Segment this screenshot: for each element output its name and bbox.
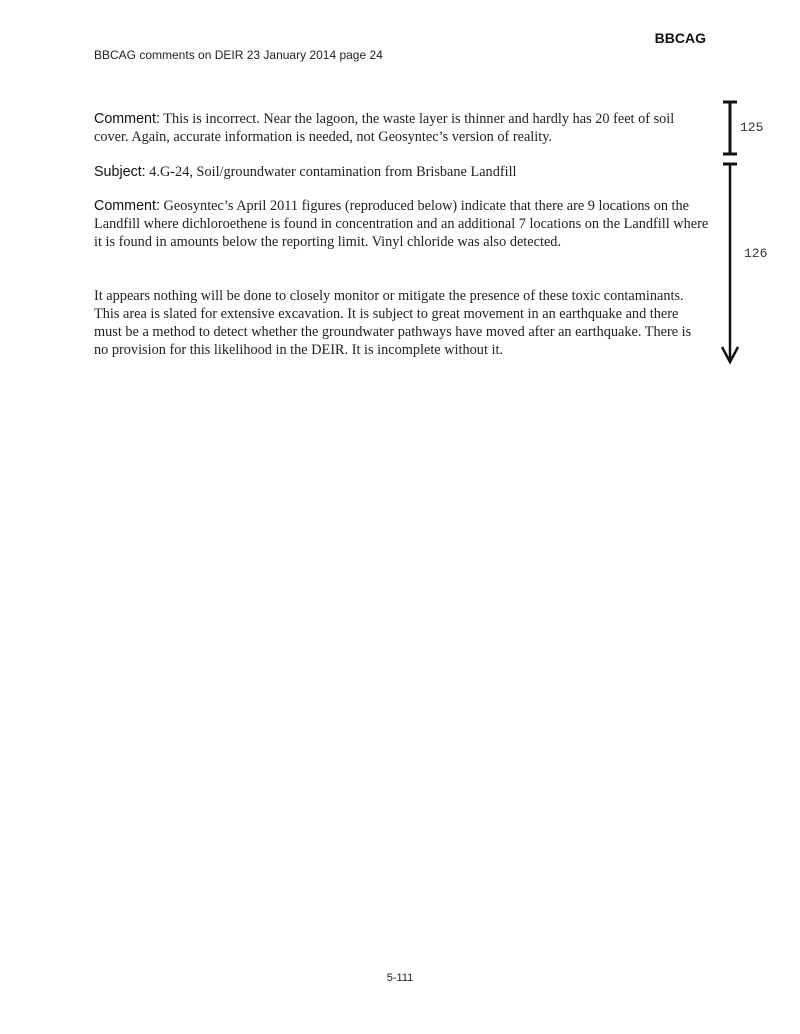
comment-label: Comment: <box>94 111 160 127</box>
subject-text: 4.G-24, Soil/groundwater contamination from Brisbane Landfill <box>145 164 517 180</box>
comment-number-125: 125 <box>740 120 764 135</box>
comment-label: Comment: <box>94 198 160 214</box>
paragraph-text: It appears nothing will be done to closely monitor or mitigate the presence of these toxic contaminants. This area is slated for extensive excavation. It is subject to great movement in an earthquake and there must be a method to detect whether the groundwater pathways have moved after an earthquake. There is no provision for this likelihood in the DEIR. It is incomplete without it. <box>94 288 692 358</box>
running-header: BBCAG comments on DEIR 23 January 2014 page 24 <box>94 48 383 62</box>
organization-name: BBCAG <box>654 30 706 46</box>
bracket-125 <box>723 102 737 154</box>
comment-text: This is incorrect. Near the lagoon, the waste layer is thinner and hardly has 20 feet of soil cover. Again, accurate information is needed, not Geosyntec’s version of reality. <box>94 111 675 145</box>
comment-text: Geosyntec’s April 2011 figures (reproduced below) indicate that there are 9 locations on the Landfill where dichloroethene is found in concentration and an additional 7 locations on the Landfill where it is found in amounts below the reporting limit. Vinyl chloride was also detected. <box>94 198 709 250</box>
comment-number-126: 126 <box>744 246 768 261</box>
page-number: 5-111 <box>386 972 414 984</box>
bracket-126-arrow <box>722 164 738 362</box>
subject-label: Subject: <box>94 164 146 180</box>
